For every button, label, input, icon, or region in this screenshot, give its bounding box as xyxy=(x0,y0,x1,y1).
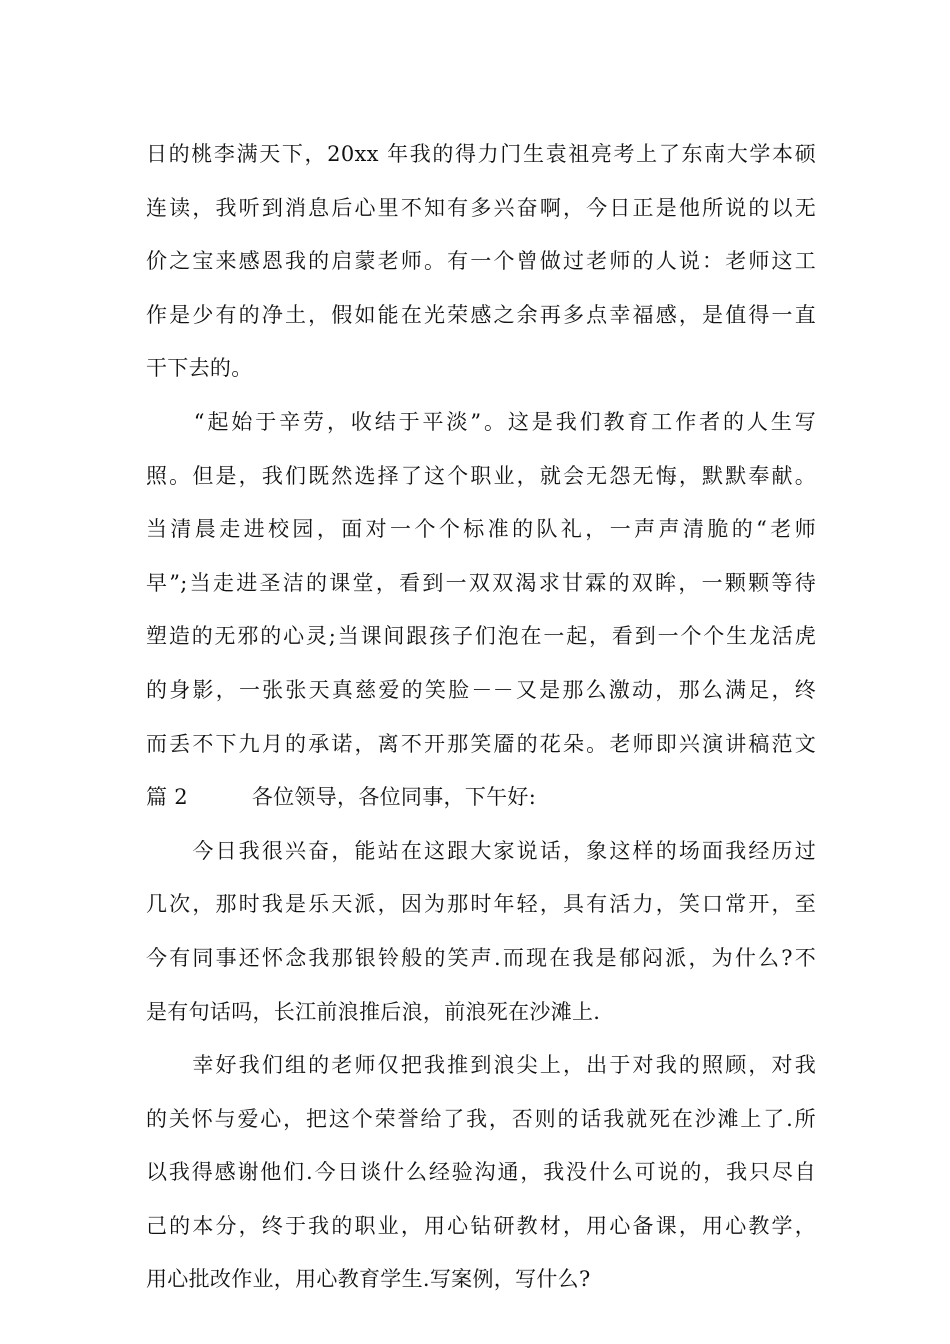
text-line: 的关怀与爱心，把这个荣誉给了我，否则的话我就死在沙滩上了.所 xyxy=(146,1106,816,1131)
text-line: 干下去的。 xyxy=(146,356,253,381)
text-line: 照。但是，我们既然选择了这个职业，就会无怨无悔，默默奉献。 xyxy=(146,463,816,488)
text-line: 以我得感谢他们.今日谈什么经验沟通，我没什么可说的，我只尽自 xyxy=(146,1160,816,1185)
text-line: 塑造的无邪的心灵;当课间跟孩子们泡在一起，看到一个个生龙活虎 xyxy=(146,624,816,649)
text-line: 早”;当走进圣洁的课堂，看到一双双渴求甘霖的双眸，一颗颗等待 xyxy=(146,570,816,595)
text-line: 的身影，一张张天真慈爱的笑脸－－又是那么激动，那么满足，终 xyxy=(146,677,816,702)
text-line: 篇 2 各位领导，各位同事，下午好: xyxy=(146,785,537,810)
body-text xyxy=(146,128,816,1307)
text-line: 幸好我们组的老师仅把我推到浪尖上，出于对我的照顾，对我 xyxy=(146,1053,816,1078)
text-line: 用心批改作业，用心教育学生.写案例，写什么? xyxy=(146,1267,591,1292)
text-line: 几次，那时我是乐天派，因为那时年轻，具有活力，笑口常开，至 xyxy=(146,892,816,917)
text-line: 今有同事还怀念我那银铃般的笑声.而现在我是郁闷派，为什么?不 xyxy=(146,945,816,970)
text-line: 是有句话吗，长江前浪推后浪，前浪死在沙滩上. xyxy=(146,999,601,1024)
text-line: “起始于辛劳，收结于平淡”。这是我们教育工作者的人生写 xyxy=(146,409,816,434)
text-line: 连读，我听到消息后心里不知有多兴奋啊，今日正是他所说的以无 xyxy=(146,195,816,220)
text-line: 己的本分，终于我的职业，用心钻研教材，用心备课，用心教学， xyxy=(146,1213,816,1238)
text-line: 而丢不下九月的承诺，离不开那笑靥的花朵。老师即兴演讲稿范文 xyxy=(146,731,816,756)
text-line: 今日我很兴奋，能站在这跟大家说话，象这样的场面我经历过 xyxy=(146,838,816,863)
text-line: 价之宝来感恩我的启蒙老师。有一个曾做过老师的人说：老师这工 xyxy=(146,249,816,274)
text-line: 日的桃李满天下，20xx 年我的得力门生袁祖亮考上了东南大学本硕 xyxy=(146,142,816,166)
text-line: 当清晨走进校园，面对一个个标准的队礼，一声声清脆的“老师 xyxy=(146,517,816,542)
text-line: 作是少有的净土，假如能在光荣感之余再多点幸福感，是值得一直 xyxy=(146,302,816,327)
